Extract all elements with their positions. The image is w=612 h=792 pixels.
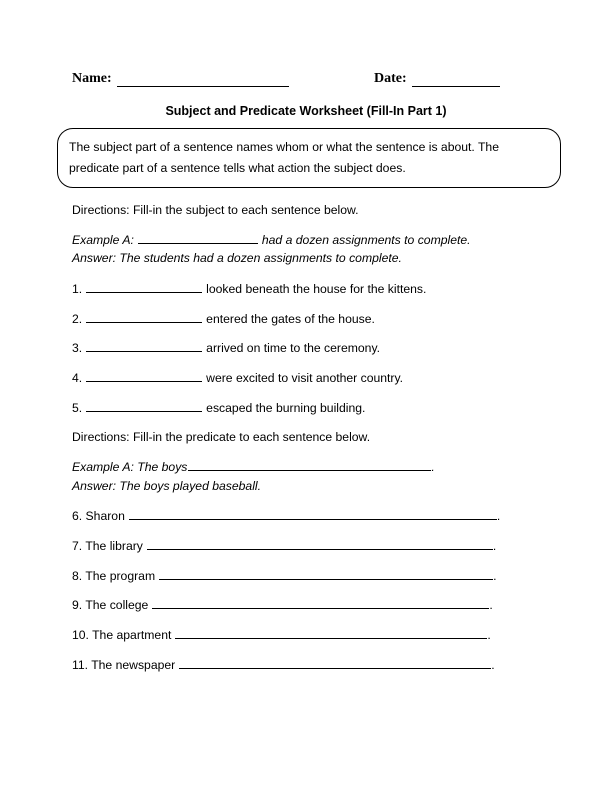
part1-example-blank	[138, 233, 258, 244]
predicate-blank-11[interactable]	[179, 658, 491, 669]
predicate-item-10	[72, 628, 491, 642]
predicate-blank-10[interactable]	[175, 628, 487, 639]
subject-item-4	[72, 371, 403, 385]
item-number: 1.	[72, 282, 83, 296]
item-number: 2.	[72, 312, 83, 326]
date-field	[374, 71, 500, 87]
subject-blank-1[interactable]	[86, 282, 202, 293]
predicate-item-8	[72, 569, 497, 583]
predicate-blank-7[interactable]	[147, 539, 493, 550]
item-text: entered the gates of the house.	[206, 312, 375, 326]
predicate-blank-8[interactable]	[159, 569, 493, 580]
subject-blank-3[interactable]	[86, 341, 202, 352]
item-end: .	[491, 658, 495, 672]
part2-example	[72, 460, 435, 474]
item-end: .	[493, 569, 497, 583]
subject-blank-4[interactable]	[86, 371, 202, 382]
header-row	[72, 71, 542, 91]
item-text: were excited to visit another country.	[206, 371, 404, 385]
part2-example-blank	[188, 460, 431, 471]
date-label: Date:	[374, 71, 407, 86]
subject-blank-5[interactable]	[86, 401, 202, 412]
subject-blank-2[interactable]	[86, 312, 202, 323]
predicate-blank-6[interactable]	[129, 509, 497, 520]
item-text: 11. The newspaper	[72, 658, 176, 672]
name-field	[72, 71, 289, 87]
item-text: 6. Sharon	[72, 509, 125, 523]
predicate-item-9	[72, 598, 493, 612]
item-text: 9. The college	[72, 598, 149, 612]
subject-item-2	[72, 312, 375, 326]
item-text: escaped the burning building.	[206, 401, 366, 415]
worksheet-title: Subject and Predicate Worksheet (Fill-In Part 1)	[165, 104, 447, 118]
name-label: Name:	[72, 71, 112, 86]
item-end: .	[492, 539, 497, 553]
part1-example	[72, 233, 471, 247]
part1-example-label: Example A:	[72, 233, 134, 247]
item-text: looked beneath the house for the kittens.	[206, 282, 427, 296]
item-text: 8. The program	[72, 569, 156, 583]
predicate-item-7	[72, 539, 496, 553]
item-end: .	[487, 628, 491, 642]
part2-example-end: .	[431, 460, 435, 474]
item-text: 7. The library	[72, 539, 143, 553]
subject-item-1	[72, 282, 426, 296]
predicate-blank-9[interactable]	[152, 598, 489, 609]
item-number: 5.	[72, 401, 83, 415]
part1-example-rest: had a dozen assignments to complete.	[261, 233, 471, 247]
item-number: 3.	[72, 341, 83, 355]
part1-directions: Directions: Fill-in the subject to each sentence below.	[72, 203, 359, 217]
predicate-item-11	[72, 658, 495, 672]
subject-item-3	[72, 341, 380, 355]
intro-box: The subject part of a sentence names whom or what the sentence is about. The predicate part of a sentence tells what action the subject does.	[57, 128, 561, 188]
subject-item-5	[72, 401, 365, 415]
part2-directions: Directions: Fill-in the predicate to each sentence below.	[72, 430, 371, 444]
item-text: arrived on time to the ceremony.	[206, 341, 381, 355]
item-end: .	[489, 598, 493, 612]
predicate-item-6	[72, 509, 500, 523]
date-blank[interactable]	[412, 72, 500, 87]
item-number: 4.	[72, 371, 83, 385]
name-blank[interactable]	[117, 72, 289, 87]
item-end: .	[496, 509, 501, 523]
part1-answer: Answer: The students had a dozen assignments to complete.	[72, 251, 402, 265]
part2-example-label: Example A: The boys	[72, 460, 188, 474]
part2-answer: Answer: The boys played baseball.	[72, 479, 262, 493]
item-text: 10. The apartment	[72, 628, 172, 642]
